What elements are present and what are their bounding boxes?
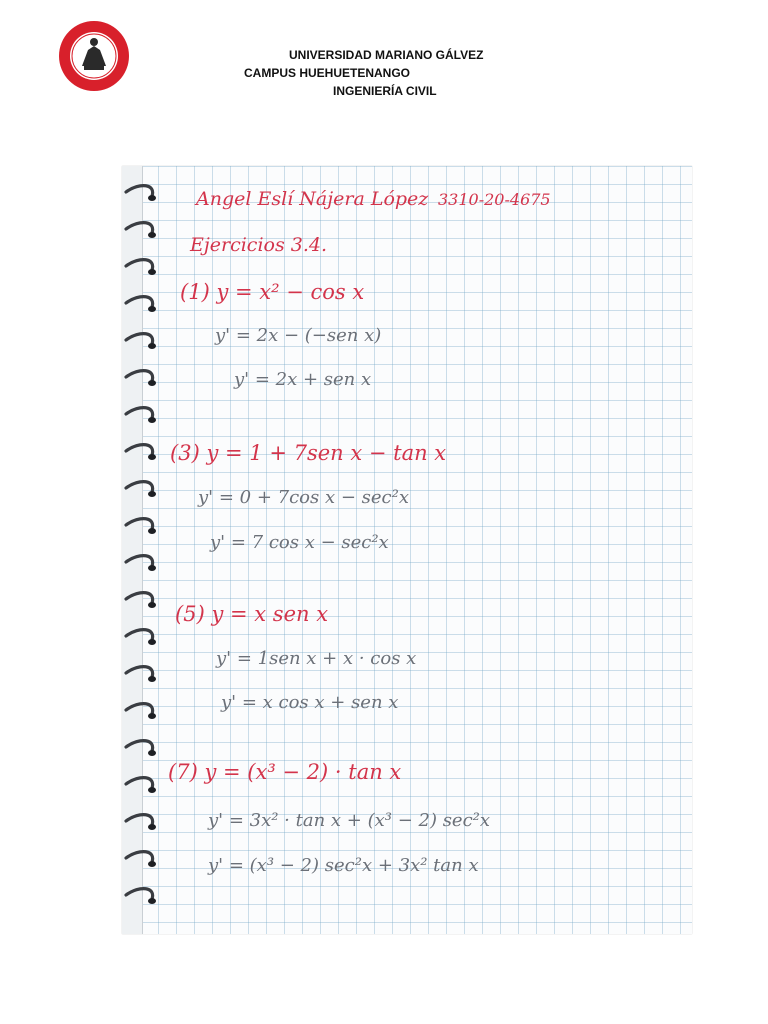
exercise-1-step-1: y' = 2x − (−sen x) bbox=[215, 325, 382, 346]
exercise-1-problem bbox=[180, 280, 364, 304]
exercise-number: (3) bbox=[170, 441, 200, 465]
student-name: Angel Eslí Nájera López bbox=[196, 188, 429, 210]
exercise-number: (1) bbox=[180, 280, 210, 304]
problem-equation: y = x sen x bbox=[211, 602, 329, 626]
exercise-3-step-1: y' = 0 + 7cos x − sec²x bbox=[198, 487, 409, 508]
exercise-7-step-1: y' = 3x² · tan x + (x³ − 2) sec²x bbox=[208, 810, 491, 831]
exercise-7-step-2: y' = (x³ − 2) sec²x + 3x² tan x bbox=[208, 855, 479, 876]
student-id: 3310-20-4675 bbox=[438, 190, 551, 209]
exercise-3-problem bbox=[170, 441, 446, 465]
exercise-5-step-1: y' = 1sen x + x · cos x bbox=[216, 648, 417, 669]
problem-equation: y = (x³ − 2) · tan x bbox=[204, 760, 402, 784]
exercise-5-step-2: y' = x cos x + sen x bbox=[221, 692, 399, 713]
problem-equation: y = x² − cos x bbox=[216, 280, 365, 304]
program-name: INGENIERÍA CIVIL bbox=[333, 84, 437, 98]
campus-name: CAMPUS HUEHUETENANGO bbox=[244, 66, 411, 80]
exercise-5-problem bbox=[175, 602, 328, 626]
problem-equation: y = 1 + 7sen x − tan x bbox=[206, 441, 447, 465]
exercise-1-step-2: y' = 2x + sen x bbox=[234, 369, 372, 390]
exercise-number: (5) bbox=[175, 602, 205, 626]
exercise-7-problem bbox=[168, 760, 401, 784]
university-seal-logo bbox=[58, 20, 130, 92]
exercise-number: (7) bbox=[168, 760, 198, 784]
exercise-set-title: Ejercicios 3.4. bbox=[190, 234, 328, 256]
spiral-binding bbox=[122, 166, 162, 934]
university-name: UNIVERSIDAD MARIANO GÁLVEZ bbox=[289, 48, 484, 62]
exercise-3-step-2: y' = 7 cos x − sec²x bbox=[210, 532, 389, 553]
